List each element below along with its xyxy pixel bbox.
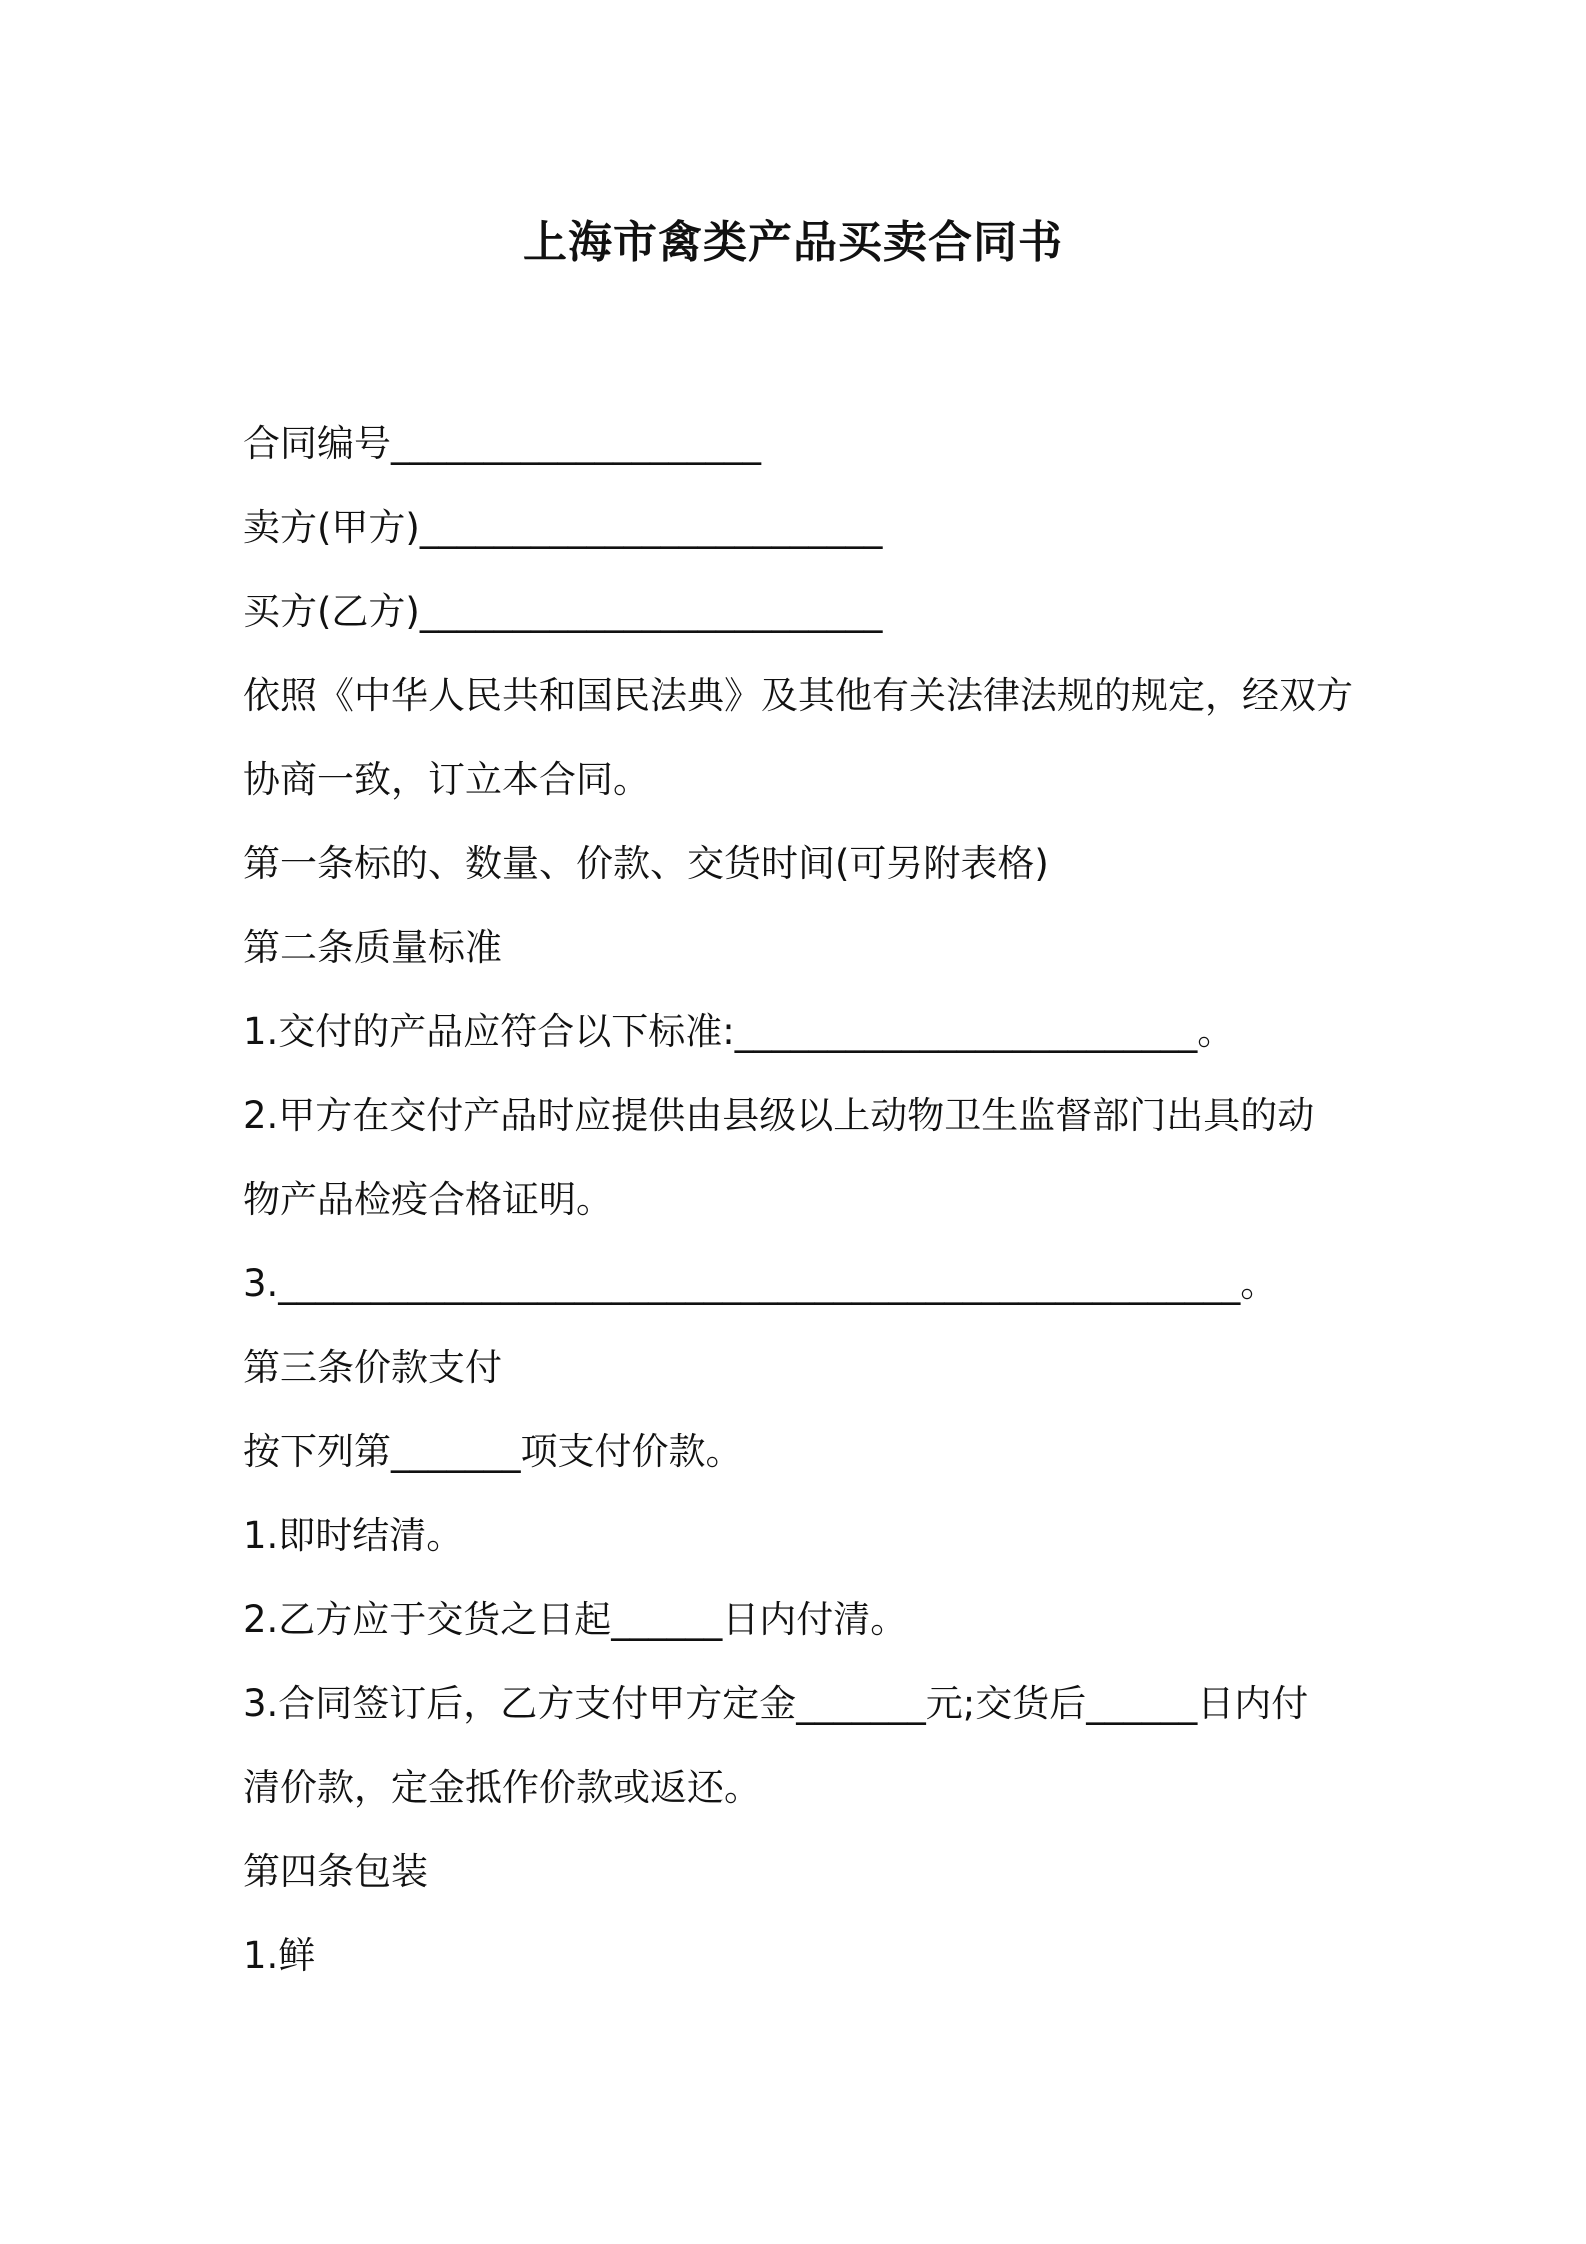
article-2-heading: 第二条质量标准 xyxy=(243,926,502,969)
preamble-line-1: 依照《中华人民共和国民法典》及其他有关法律法规的规定，经双方 xyxy=(243,674,1353,717)
article-4-heading: 第四条包装 xyxy=(243,1850,428,1893)
quality-clause-2-line-1: 2.甲方在交付产品时应提供由县级以上动物卫生监督部门出具的动 xyxy=(243,1094,1315,1137)
buyer-line: 买方(乙方)_________________________ xyxy=(243,590,883,633)
seller-line: 卖方(甲方)_________________________ xyxy=(243,506,883,549)
payment-clause-3-line-1: 3.合同签订后，乙方支付甲方定金_______元;交货后______日内付 xyxy=(243,1682,1309,1725)
payment-clause-3-line-2: 清价款，定金抵作价款或返还。 xyxy=(243,1766,761,1809)
quality-clause-3: 3.____________________________________________________。 xyxy=(243,1262,1278,1305)
quality-clause-1: 1.交付的产品应符合以下标准:_________________________。 xyxy=(243,1010,1235,1053)
document-title: 上海市禽类产品买卖合同书 xyxy=(523,217,1063,268)
payment-option-line: 按下列第_______项支付价款。 xyxy=(243,1430,743,1473)
quality-clause-2-line-2: 物产品检疫合格证明。 xyxy=(243,1178,613,1221)
article-1-heading: 第一条标的、数量、价款、交货时间(可另附表格) xyxy=(243,842,1049,885)
document-body xyxy=(243,402,1363,1998)
packaging-clause-1: 1.鲜 xyxy=(243,1934,316,1977)
payment-clause-1: 1.即时结清。 xyxy=(243,1514,464,1557)
article-3-heading: 第三条价款支付 xyxy=(243,1346,502,1389)
contract-number-line: 合同编号____________________ xyxy=(243,422,761,465)
payment-clause-2: 2.乙方应于交货之日起______日内付清。 xyxy=(243,1598,908,1641)
preamble-line-2: 协商一致，订立本合同。 xyxy=(243,758,650,801)
